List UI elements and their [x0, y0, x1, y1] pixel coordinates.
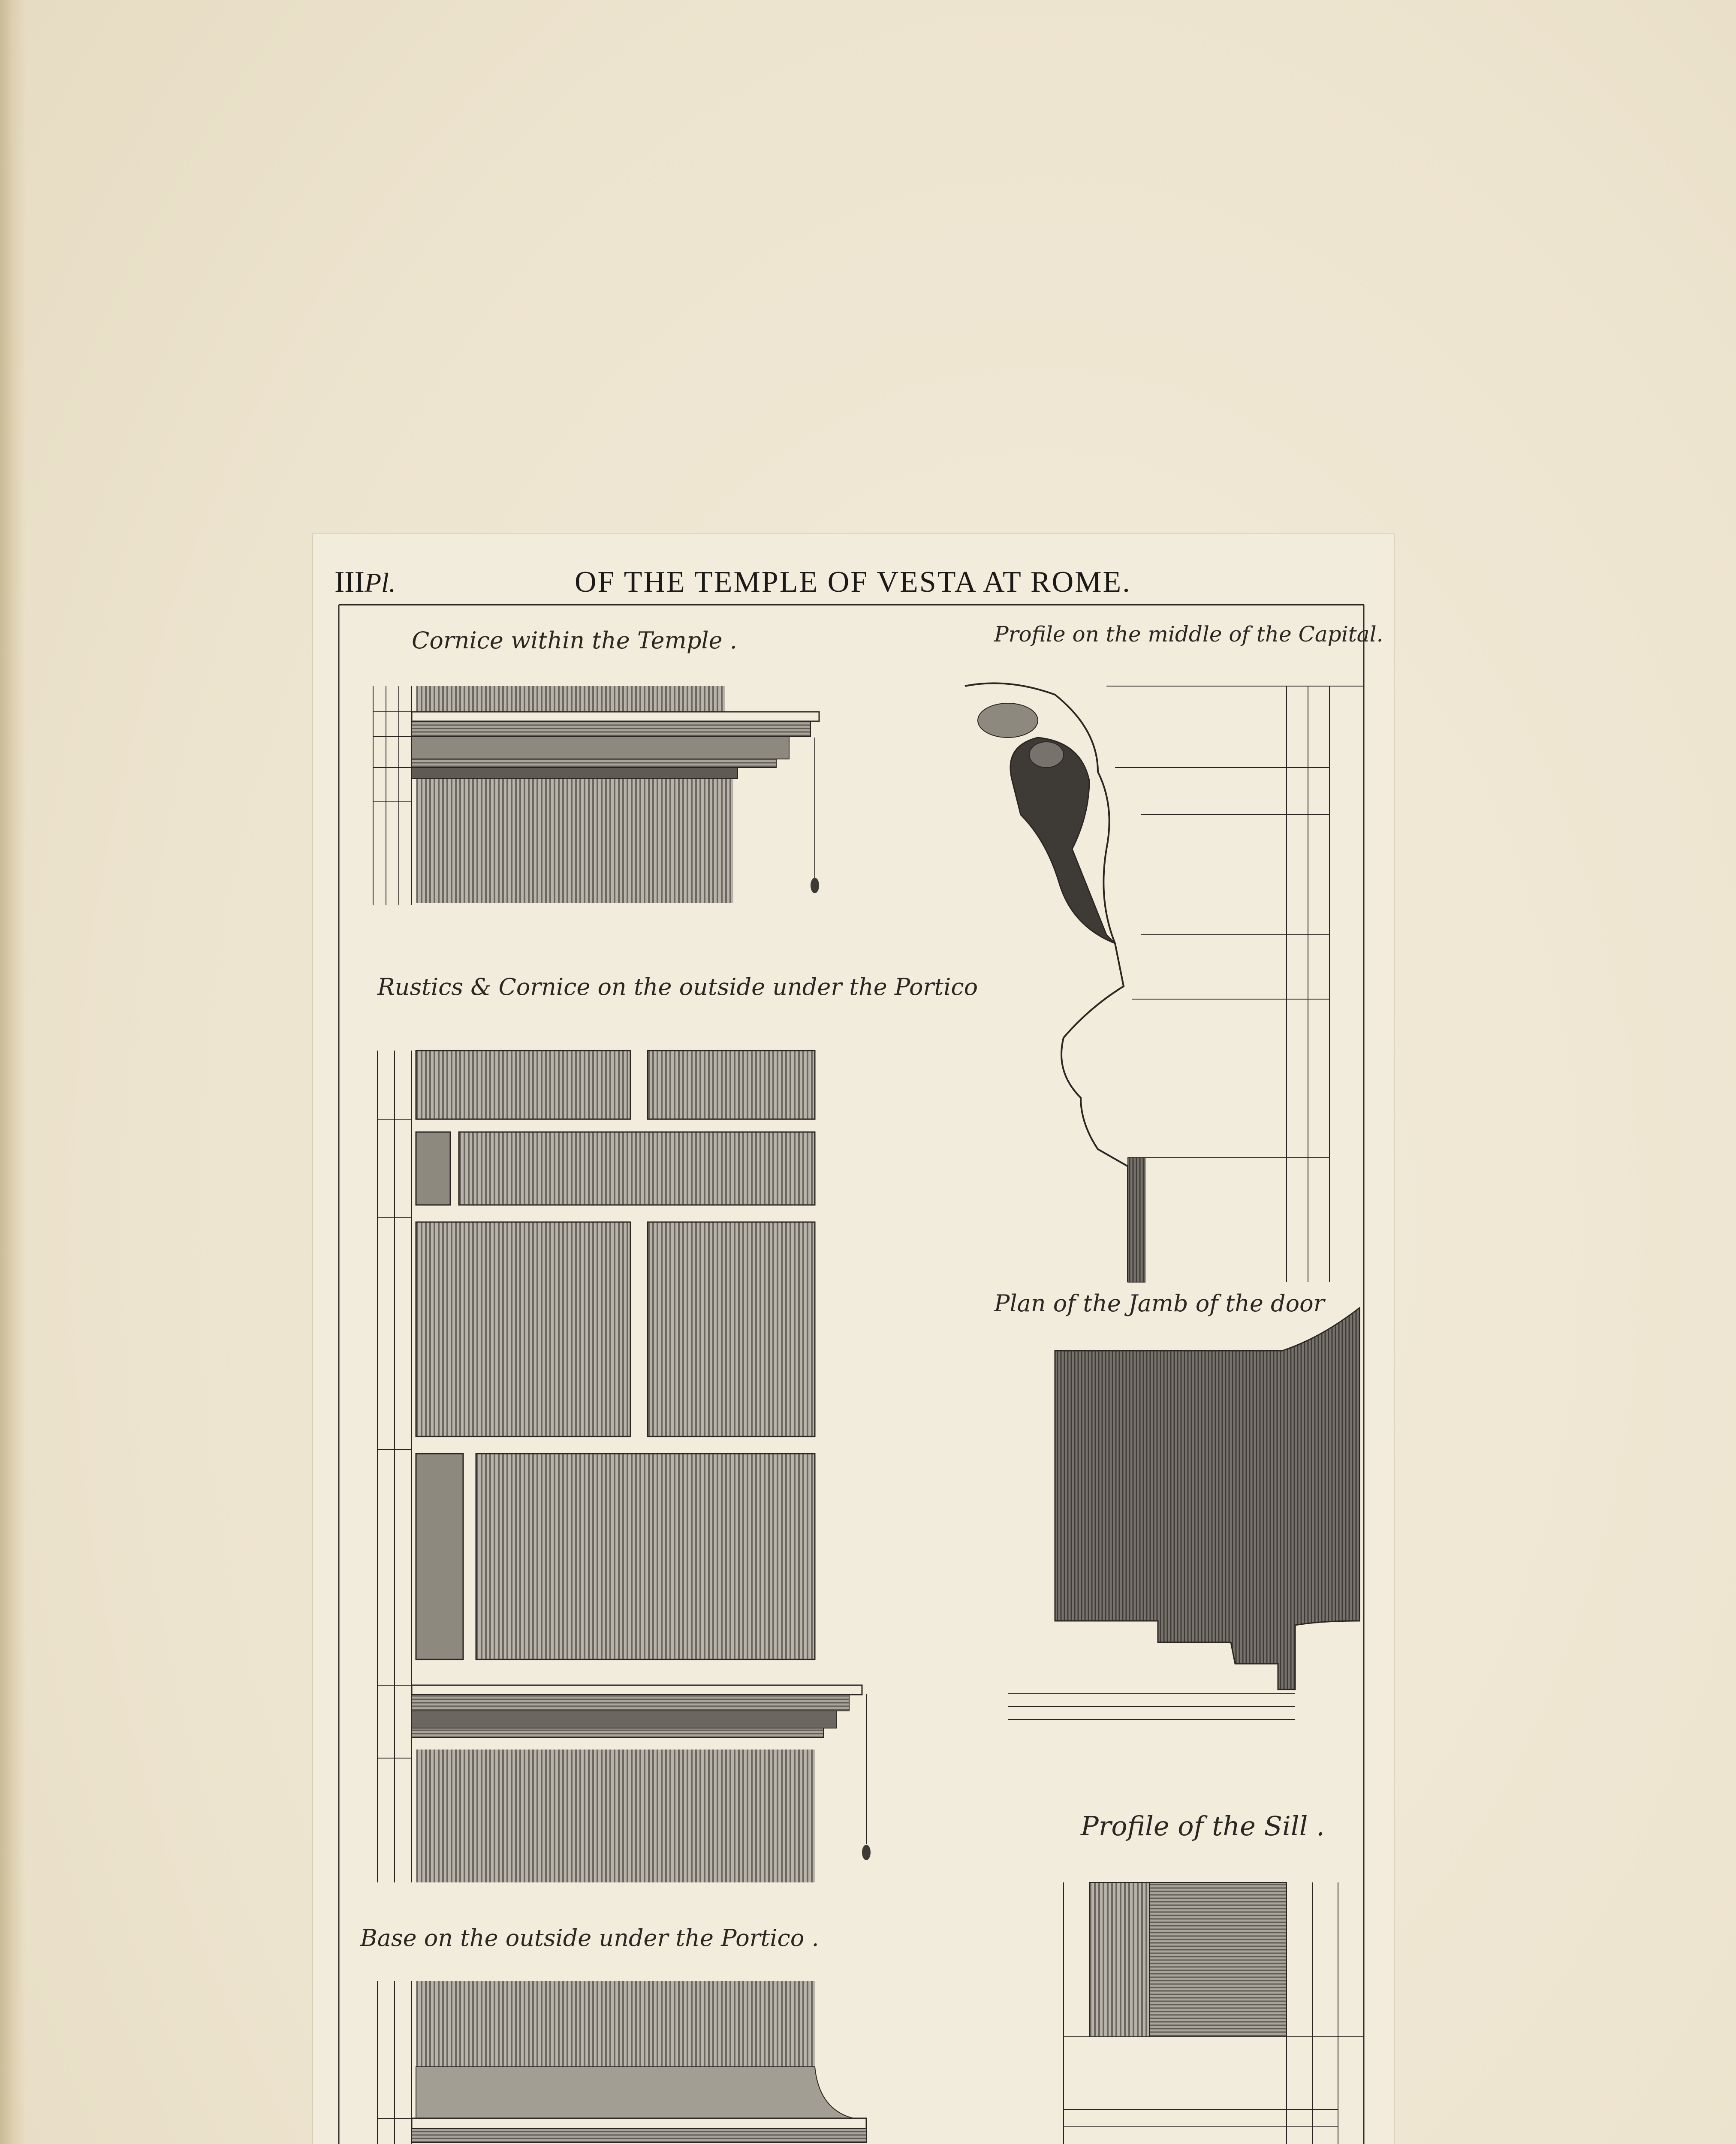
jamb-plan [1008, 1308, 1359, 1719]
plate-number-roman: III [335, 566, 365, 599]
base-outside-portico [377, 1981, 871, 2144]
capital-profile [965, 683, 1364, 1282]
caption-rustics-cornice: Rustics & Cornice on the outside under the Portico [377, 973, 978, 1000]
cornice-within-temple [373, 686, 819, 905]
caption-base-outside: Base on the outside under the Portico . [360, 1924, 819, 1951]
caption-plan-jamb: Plan of the Jamb of the door [994, 1290, 1325, 1317]
plate-title: OF THE TEMPLE OF VESTA AT ROME. [575, 566, 1131, 599]
caption-cornice-within: Cornice within the Temple . [412, 627, 737, 654]
sill-profile [1064, 1882, 1364, 2144]
rustics-and-cornice [377, 1051, 871, 1882]
caption-profile-sill: Profile of the Sill . [1081, 1810, 1325, 1842]
plate-number-suffix: Pl. [364, 567, 396, 598]
caption-profile-capital: Profile on the middle of the Capital. [994, 622, 1383, 647]
